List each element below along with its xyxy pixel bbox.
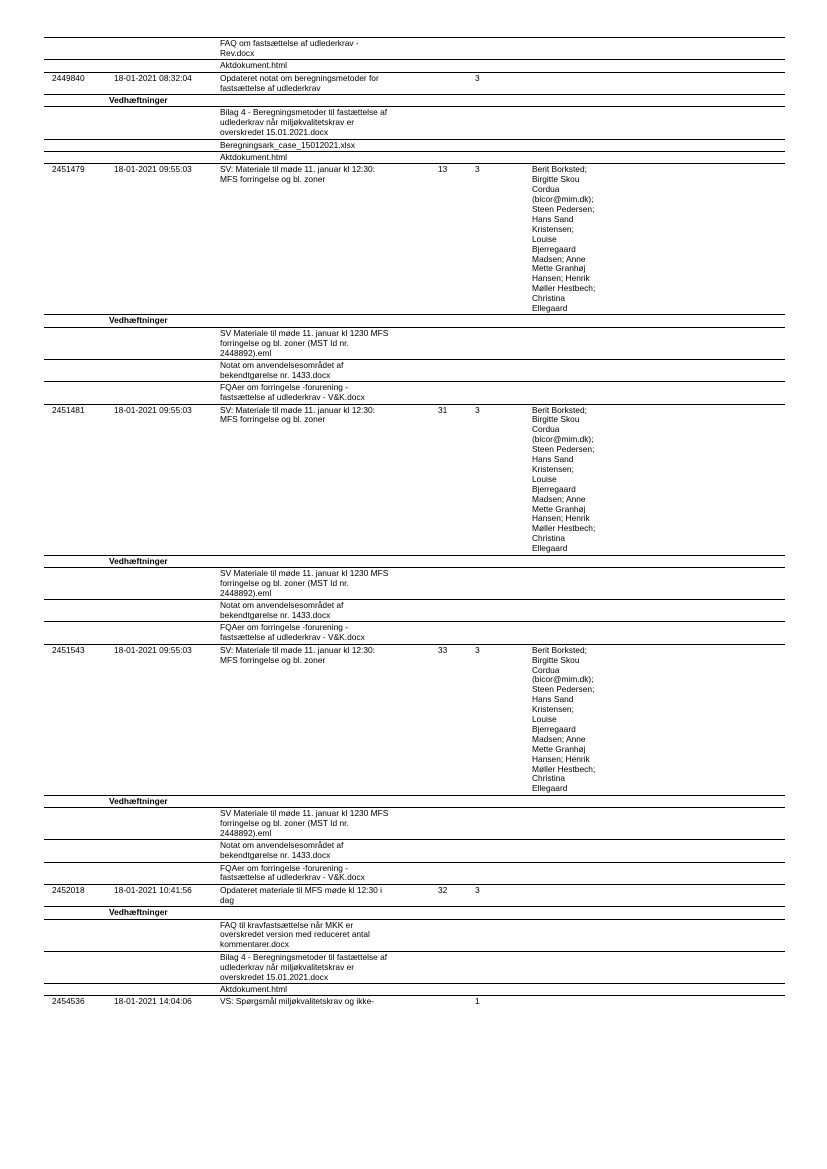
attachment-file-name[interactable]: Aktdokument.html bbox=[220, 60, 288, 71]
attachment-row bbox=[44, 567, 785, 599]
document-title[interactable]: SV: Materiale til møde 11. januar kl 12:30: MFS forringelse og bl. zoner bbox=[220, 644, 376, 665]
attachment-row bbox=[44, 862, 785, 884]
attachment-file-name[interactable]: Bilag 4 - Beregningsmetoder til fastættelse af udlederkrav når miljøkvalitetskrav er overskredet 15.01.2021.docx bbox=[220, 951, 388, 982]
attachment-file-name[interactable]: Notat om anvendelsesområdet af bekendtgørelse nr. 1433.docx bbox=[220, 359, 344, 380]
attachment-file-name[interactable]: Aktdokument.html bbox=[220, 151, 288, 162]
attachment-file-name[interactable]: Beregningsark_case_15012021.xlsx bbox=[220, 139, 356, 150]
attachment-row bbox=[44, 59, 785, 71]
attachment-file-name[interactable]: SV Materiale til møde 11. januar kl 1230 MFS forringelse og bl. zoner (MST Id nr. 2448892).eml bbox=[220, 567, 389, 598]
attachments-header-row bbox=[44, 314, 785, 326]
document-table bbox=[44, 37, 785, 1008]
document-recipients: Berit Borksted; Birgitte Skou Cordua (bicor@mim.dk); Steen Pedersen; Hans Sand Kristensen; Louise Bjerregaard Madsen; Anne Mette Granhøj Hansen; Henrik Møller Hestbech; Christina Ellegaard bbox=[532, 164, 596, 314]
attachment-file-name[interactable]: Bilag 4 - Beregningsmetoder til fastættelse af udlederkrav når miljøkvalitetskrav er overskredet 15.01.2021.docx bbox=[220, 107, 388, 138]
document-record-row bbox=[44, 404, 785, 555]
attachment-row bbox=[44, 106, 785, 138]
attachments-header-row bbox=[44, 906, 785, 918]
attachment-row bbox=[44, 807, 785, 839]
attachment-row bbox=[44, 919, 785, 951]
attachments-header: Vedhæftninger bbox=[109, 555, 168, 566]
document-count-2: 3 bbox=[475, 164, 480, 175]
document-id: 2452018 bbox=[52, 884, 85, 895]
document-id: 2451479 bbox=[52, 164, 85, 175]
attachments-header: Vedhæftninger bbox=[109, 795, 168, 806]
document-count-2: 3 bbox=[475, 644, 480, 655]
document-title[interactable]: VS: Spørgsmål miljøkvalitetskrav og ikke- bbox=[220, 996, 375, 1007]
attachment-file-name[interactable]: SV Materiale til møde 11. januar kl 1230 MFS forringelse og bl. zoner (MST Id nr. 2448892).eml bbox=[220, 327, 389, 358]
document-date: 18-01-2021 10:41:56 bbox=[114, 884, 192, 895]
document-recipients: Berit Borksted; Birgitte Skou Cordua (bicor@mim.dk); Steen Pedersen; Hans Sand Kristensen; Louise Bjerregaard Madsen; Anne Mette Granhøj Hansen; Henrik Møller Hestbech; Christina Ellegaard bbox=[532, 644, 596, 794]
document-count-2: 1 bbox=[475, 996, 480, 1007]
attachment-file-name[interactable]: FAQ om fastsættelse af udlederkrav - Rev.docx bbox=[220, 38, 359, 58]
attachments-header: Vedhæftninger bbox=[109, 315, 168, 326]
attachments-header: Vedhæftninger bbox=[109, 907, 168, 918]
attachment-row bbox=[44, 151, 785, 163]
attachment-file-name[interactable]: Aktdokument.html bbox=[220, 983, 288, 994]
document-title[interactable]: SV: Materiale til møde 11. januar kl 12:30: MFS forringelse og bl. zoner bbox=[220, 404, 376, 425]
attachment-row bbox=[44, 327, 785, 359]
attachment-row bbox=[44, 37, 785, 59]
document-count-1: 33 bbox=[438, 644, 448, 655]
attachment-row bbox=[44, 951, 785, 983]
document-count-1: 31 bbox=[438, 404, 448, 415]
document-title[interactable]: Opdateret notat om beregningsmetoder for fastsættelse af udlederkrav bbox=[220, 72, 379, 93]
document-title[interactable]: Opdateret materiale til MFS møde kl 12:30 i dag bbox=[220, 884, 382, 905]
attachments-header-row bbox=[44, 555, 785, 567]
document-date: 18-01-2021 09:55:03 bbox=[114, 404, 192, 415]
document-id: 2449840 bbox=[52, 72, 85, 83]
document-id: 2451481 bbox=[52, 404, 85, 415]
document-date: 18-01-2021 08:32:04 bbox=[114, 72, 192, 83]
document-count-1: 13 bbox=[438, 164, 448, 175]
attachment-row bbox=[44, 983, 785, 995]
attachments-header-row bbox=[44, 795, 785, 807]
document-record-row bbox=[44, 644, 785, 795]
document-recipients: Berit Borksted; Birgitte Skou Cordua (bicor@mim.dk); Steen Pedersen; Hans Sand Kristensen; Louise Bjerregaard Madsen; Anne Mette Granhøj Hansen; Henrik Møller Hestbech; Christina Ellegaard bbox=[532, 404, 596, 554]
document-record-row bbox=[44, 995, 785, 1007]
attachment-file-name[interactable]: FQAer om forringelse -forurening - fastsættelse af udlederkrav - V&K.docx bbox=[220, 382, 365, 403]
attachment-file-name[interactable]: FAQ til kravfastsættelse når MKK er overskredet version med reduceret antal kommentarer.docx bbox=[220, 919, 370, 950]
document-count-2: 3 bbox=[475, 72, 480, 83]
document-count-1: 32 bbox=[438, 884, 448, 895]
attachment-row bbox=[44, 621, 785, 643]
attachment-file-name[interactable]: FQAer om forringelse -forurening - fastsættelse af udlederkrav - V&K.docx bbox=[220, 862, 365, 883]
document-count-2: 3 bbox=[475, 404, 480, 415]
document-date: 18-01-2021 09:55:03 bbox=[114, 164, 192, 175]
attachments-header: Vedhæftninger bbox=[109, 94, 168, 105]
attachments-header-row bbox=[44, 94, 785, 106]
attachment-row bbox=[44, 839, 785, 861]
attachment-file-name[interactable]: Notat om anvendelsesområdet af bekendtgørelse nr. 1433.docx bbox=[220, 840, 344, 861]
document-id: 2454536 bbox=[52, 996, 85, 1007]
document-record-row bbox=[44, 163, 785, 314]
attachment-row bbox=[44, 599, 785, 621]
attachment-row bbox=[44, 139, 785, 151]
attachment-file-name[interactable]: SV Materiale til møde 11. januar kl 1230 MFS forringelse og bl. zoner (MST Id nr. 2448892).eml bbox=[220, 808, 389, 838]
document-date: 18-01-2021 09:55:03 bbox=[114, 644, 192, 655]
attachment-row bbox=[44, 381, 785, 403]
document-date: 18-01-2021 14:04:06 bbox=[114, 996, 192, 1007]
document-title[interactable]: SV: Materiale til møde 11. januar kl 12:30: MFS forringelse og bl. zoner bbox=[220, 164, 376, 185]
document-count-2: 3 bbox=[475, 884, 480, 895]
attachment-file-name[interactable]: Notat om anvendelsesområdet af bekendtgørelse nr. 1433.docx bbox=[220, 600, 344, 620]
document-id: 2451543 bbox=[52, 644, 85, 655]
attachment-file-name[interactable]: FQAer om forringelse -forurening - fastsættelse af udlederkrav - V&K.docx bbox=[220, 622, 365, 643]
attachment-row bbox=[44, 359, 785, 381]
document-record-row bbox=[44, 884, 785, 906]
document-record-row bbox=[44, 72, 785, 94]
